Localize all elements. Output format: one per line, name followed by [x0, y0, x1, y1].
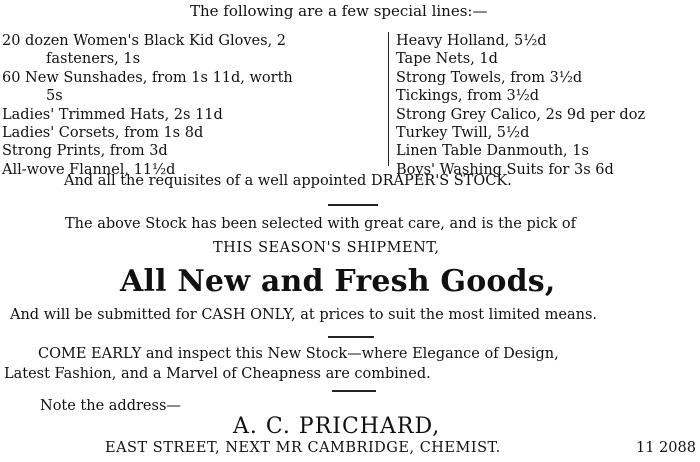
list-item: Ladies' Corsets, from 1s 8d [2, 125, 204, 142]
list-item: Strong Grey Calico, 2s 9d per doz [396, 106, 646, 123]
stock-line: The above Stock has been selected with great care, and is the pick of [65, 216, 576, 232]
list-item: Linen Table Danmouth, 1s [396, 143, 589, 160]
cash-line: And will be submitted for CASH ONLY, at prices to suit the most limited means. [10, 307, 598, 323]
list-item: 5s [46, 88, 63, 105]
list-item: Turkey Twill, 5½d [396, 125, 530, 142]
list-item: Ladies' Trimmed Hats, 2s 11d [2, 106, 223, 123]
ad-number: 11 2088 [636, 440, 696, 456]
come-early-line-2: Latest Fashion, and a Marvel of Cheapness are combined. [4, 366, 431, 382]
requisites-line: And all the requisites of a well appointed DRAPER'S STOCK. [64, 173, 512, 189]
address-line: EAST STREET, NEXT MR CAMBRIDGE, CHEMIST. [105, 440, 501, 456]
divider-rule [328, 336, 374, 338]
list-item: Boys' Washing Suits for 3s 6d [396, 161, 614, 178]
merchant-name: A. C. PRICHARD, [233, 414, 441, 439]
list-item: Heavy Holland, 5½d [396, 33, 547, 49]
list-item: Tickings, from 3½d [396, 88, 540, 105]
list-item: Strong Prints, from 3d [2, 143, 168, 160]
right-column-list [396, 32, 696, 179]
column-divider [388, 32, 389, 166]
list-item: Strong Towels, from 3½d [396, 69, 583, 86]
divider-rule [332, 390, 376, 392]
headline: All New and Fresh Goods, [120, 264, 556, 299]
divider-rule [328, 204, 378, 206]
left-column-list [2, 32, 372, 179]
list-item: 20 dozen Women's Black Kid Gloves, 2 [2, 33, 287, 49]
season-line: THIS SEASON'S SHIPMENT, [213, 240, 440, 256]
note-line: Note the address— [40, 398, 181, 414]
list-item: All-wove Flannel, 11½d [2, 161, 176, 178]
intro-text: The following are a few special lines:— [190, 2, 488, 20]
list-item: fasteners, 1s [46, 51, 141, 68]
come-early-line-1: COME EARLY and inspect this New Stock—where Elegance of Design, [38, 346, 559, 362]
list-item: Tape Nets, 1d [396, 51, 498, 68]
list-item: 60 New Sunshades, from 1s 11d, worth [2, 69, 293, 86]
